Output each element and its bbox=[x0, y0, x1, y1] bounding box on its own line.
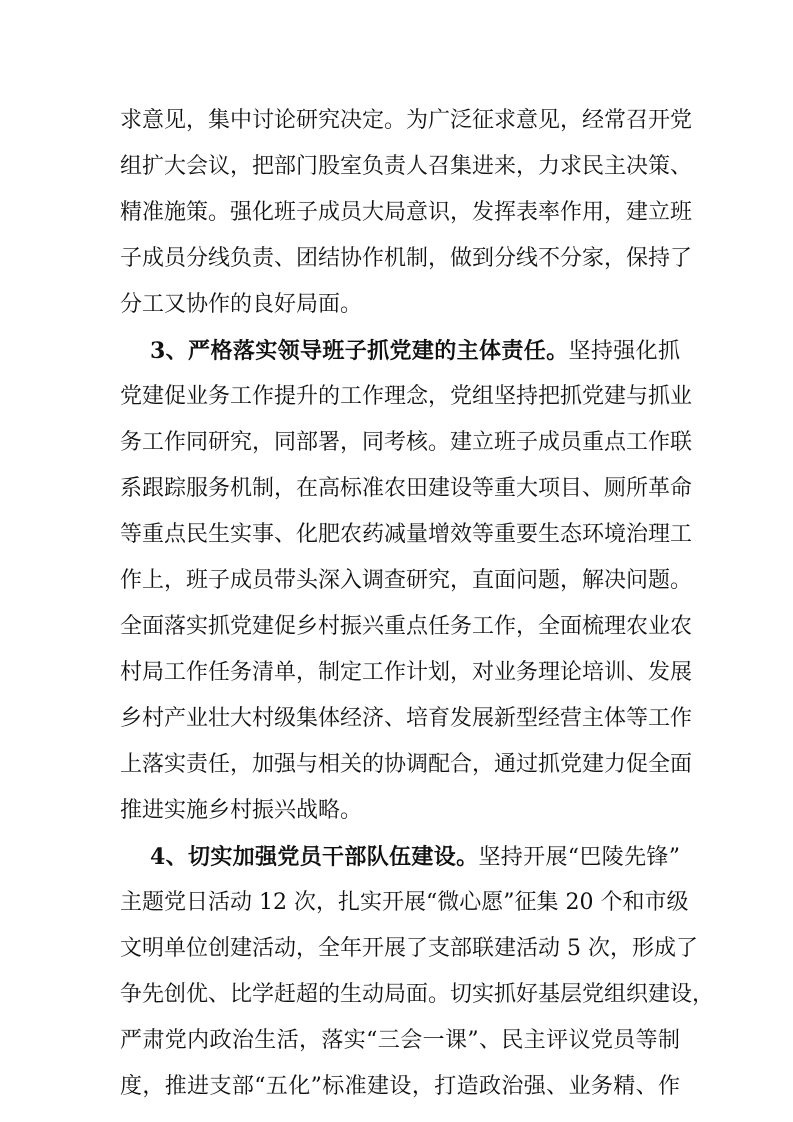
text-line bbox=[120, 190, 693, 236]
paragraph-text: 推进实施乡村振兴战略。 bbox=[120, 798, 363, 823]
text-line bbox=[120, 558, 693, 604]
paragraph-text: 严肃党内政治生活，落实“三会一课”、民主评议党员等制 bbox=[120, 1028, 680, 1053]
paragraph-text: 上落实责任，加强与相关的协调配合，通过抓党建力促全面 bbox=[120, 752, 693, 777]
paragraph-text: 等重点民生实事、化肥农药减量增效等重要生态环境治理工 bbox=[120, 522, 693, 547]
text-line bbox=[120, 144, 693, 190]
paragraph-text: 坚持开展“巴陵先锋” bbox=[478, 845, 681, 870]
paragraph-text: 作上，班子成员带头深入调查研究，直面问题，解决问题。 bbox=[120, 568, 693, 593]
section-heading: 3、严格落实领导班子抓党建的主体责任。 bbox=[150, 338, 569, 364]
text-line bbox=[120, 788, 680, 834]
paragraph-text: 坚持强化抓 bbox=[568, 339, 680, 364]
text-line bbox=[120, 604, 693, 650]
text-line bbox=[120, 696, 693, 742]
paragraph-text: 组扩大会议，把部门股室负责人召集进来，力求民主决策、 bbox=[120, 154, 693, 179]
paragraph-text: 务工作同研究，同部署，同考核。建立班子成员重点工作联 bbox=[120, 430, 693, 455]
text-line bbox=[120, 328, 680, 374]
paragraph-text: 系跟踪服务机制，在高标准农田建设等重大项目、厕所革命 bbox=[120, 476, 693, 501]
text-line bbox=[120, 880, 689, 926]
paragraph-text: 村局工作任务清单，制定工作计划，对业务理论培训、发展 bbox=[120, 660, 693, 685]
paragraph-text: 分工又协作的良好局面。 bbox=[120, 292, 363, 317]
text-line bbox=[120, 1064, 680, 1110]
text-line bbox=[120, 98, 693, 144]
text-line bbox=[120, 236, 693, 282]
paragraph-text: 子成员分线负责、团结协作机制，做到分线不分家，保持了 bbox=[120, 246, 693, 271]
text-line bbox=[120, 972, 715, 1018]
text-line bbox=[120, 926, 698, 972]
document-body bbox=[120, 98, 715, 1110]
paragraph-text: 文明单位创建活动，全年开展了支部联建活动 5 次，形成了 bbox=[120, 936, 698, 961]
paragraph-text: 全面落实抓党建促乡村振兴重点任务工作，全面梳理农业农 bbox=[120, 614, 693, 639]
paragraph-text: 求意见，集中讨论研究决定。为广泛征求意见，经常召开党 bbox=[120, 108, 693, 133]
text-line bbox=[120, 650, 693, 696]
paragraph-text: 精准施策。强化班子成员大局意识，发挥表率作用，建立班 bbox=[120, 200, 693, 225]
paragraph-text: 主题党日活动 12 次，扎实开展“微心愿”征集 20 个和市级 bbox=[120, 890, 689, 915]
text-line bbox=[120, 1018, 680, 1064]
text-line bbox=[120, 282, 680, 328]
text-line bbox=[120, 374, 693, 420]
paragraph-text: 党建促业务工作提升的工作理念，党组坚持把抓党建与抓业 bbox=[120, 384, 693, 409]
text-line bbox=[120, 466, 693, 512]
text-line bbox=[120, 742, 693, 788]
text-line bbox=[120, 512, 693, 558]
section-heading: 4、切实加强党员干部队伍建设。 bbox=[150, 844, 479, 870]
paragraph-text: 度，推进支部“五化”标准建设，打造政治强、业务精、作 bbox=[120, 1074, 680, 1099]
text-line bbox=[120, 420, 693, 466]
paragraph-text: 争先创优、比学赶超的生动局面。切实抓好基层党组织建设， bbox=[120, 982, 715, 1007]
text-line bbox=[120, 834, 680, 880]
paragraph-text: 乡村产业壮大村级集体经济、培育发展新型经营主体等工作 bbox=[120, 706, 693, 731]
